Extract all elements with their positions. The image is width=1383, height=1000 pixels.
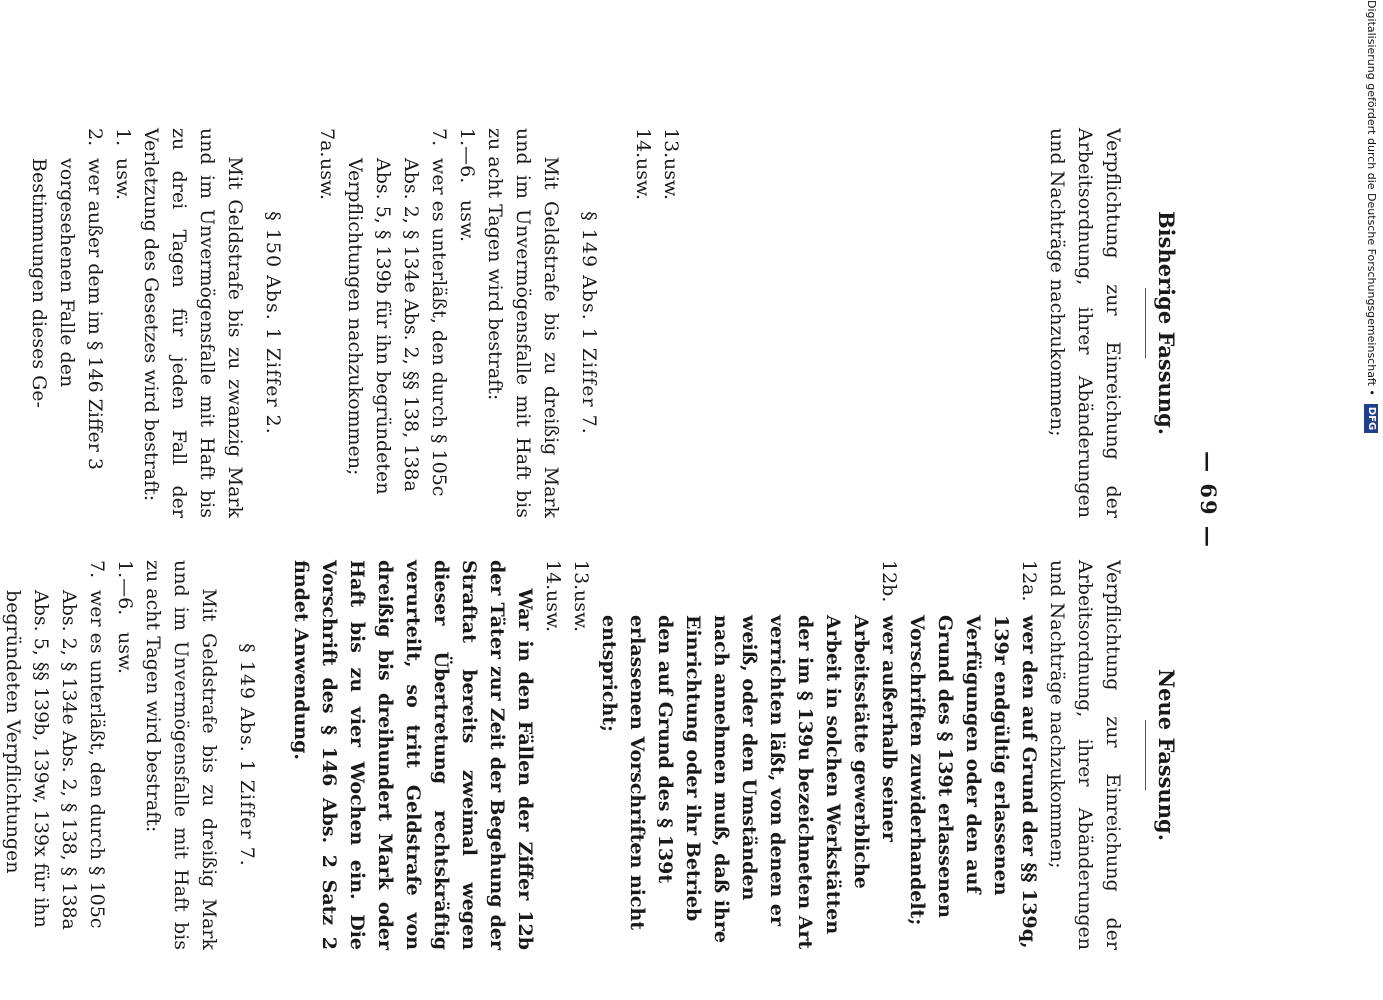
item-number: 1.—6.	[114, 560, 136, 616]
list-item-7	[0, 560, 111, 950]
item-number: 13.	[660, 128, 682, 159]
list-item-12a	[903, 560, 1043, 950]
penalty-paragraph: War in den Fällen der Ziffer 12b der Täter zur Zeit der Begehung der Straftat bereits zweimal wegen dieser Übertretung rechtskräftig verurteilt, so tritt Geldstrafe von dreißig bis dreihundert Mark oder Haft bis zu vier Wochen ein. Die Vorschrift des § 146 Abs. 2 Satz 2 findet Anwendung.	[290, 560, 536, 950]
section-title-149: § 149 Abs. 1 Ziffer 7.	[236, 643, 258, 867]
dfg-logo: DFG	[1364, 404, 1378, 433]
item-number: 1.	[112, 128, 134, 147]
section-title-149: § 149 Abs. 1 Ziffer 7.	[578, 211, 600, 435]
item-number: 13.	[570, 560, 592, 591]
list-item-1-6	[453, 128, 481, 518]
item-text: usw.	[570, 590, 592, 633]
list-item-2	[25, 128, 109, 518]
item-text: wer außerhalb seiner Arbeitsstätte gewerbliche Arbeit in solchen Werkstätten der im § 139u bezeichneten Art verrichten läßt, von denen er weiß, oder den Umständen nach annehmen muß, daß ihre Einrichtung oder ihr Betrieb den auf Grund des § 139t erlassenen Vorschriften nicht entspricht;	[598, 615, 900, 950]
list-item-1	[109, 128, 137, 518]
item-text: usw.	[114, 632, 136, 675]
blank-space	[685, 128, 1043, 518]
section-149-intro: Mit Geldstrafe bis zu dreißig Mark und im Unvermögensfalle mit Haft bis zu acht Tagen wird bestraft:	[484, 128, 562, 518]
intro-paragraph: Verpflichtung zur Einreichung der Arbeitsordnung, ihrer Abänderungen und Nachträge nachzukommen;	[1046, 128, 1124, 518]
item-text: usw.	[456, 200, 478, 243]
column-previous-version	[25, 128, 1180, 518]
heading-rule	[1145, 720, 1146, 790]
item-number: 7a.	[316, 128, 338, 158]
list-item-7a	[313, 128, 341, 518]
column-new-version	[0, 560, 1180, 950]
item-text: usw.	[112, 158, 134, 201]
section-title-150: § 150 Abs. 1 Ziffer 2.	[262, 211, 284, 435]
item-number: 1.—6.	[456, 128, 478, 184]
column-heading-previous: Bisherige Fassung.	[1154, 210, 1179, 436]
list-item-12b	[595, 560, 903, 950]
item-text: wer außer dem im § 146 Ziffer 3 vorgesehenen Falle den Bestimmungen dieses Ge-	[28, 158, 106, 470]
item-number: 7.	[86, 560, 108, 579]
item-number: 14.	[542, 560, 564, 591]
digitization-credit-text: Digitalisierung gefördert durch die Deutsche Forschungsgemeinschaft •	[1365, 0, 1378, 396]
item-text: usw.	[316, 158, 338, 201]
section-150-intro: Mit Geldstrafe bis zu zwanzig Mark und im Unvermögensfalle mit Haft bis zu drei Tagen für jeden Fall der Verletzung des Gesetzes wird bestraft:	[140, 128, 246, 518]
list-item-13	[657, 128, 685, 518]
item-number: 2.	[84, 128, 106, 147]
section-149-intro: Mit Geldstrafe bis zu dreißig Mark und im Unvermögensfalle mit Haft bis zu acht Tagen wird bestraft:	[142, 560, 220, 950]
list-item-13	[567, 560, 595, 950]
digitization-credit	[1361, 0, 1381, 1000]
item-text: wer es unterläßt, den durch § 105c Abs. 2, § 134e Abs. 2, §§ 138, 138a Abs. 5, § 139b für ihn begründeten Verpflichtungen nachzukommen;	[344, 158, 450, 497]
item-text: usw.	[542, 590, 564, 633]
list-item-1-6	[111, 560, 139, 950]
intro-paragraph: Verpflichtung zur Einreichung der Arbeitsordnung, ihrer Abänderungen und Nachträge nachzukommen;	[1046, 560, 1124, 950]
item-number: 12b.	[878, 560, 900, 603]
item-text: wer es unterläßt, den durch § 105c Abs. 2, § 134e Abs. 2, § 138, § 138a Abs. 5, §§ 139b, 139w, 139x für ihn begründeten Verpflichtungen	[2, 590, 108, 930]
list-item-14	[629, 128, 657, 518]
item-text: wer den auf Grund der §§ 139q, 139r endgültig erlassenen Verfügungen oder den auf Grund des § 139t erlassenen Vorschriften zuwiderhandelt;	[906, 615, 1040, 949]
item-number: 12a.	[1018, 560, 1040, 602]
list-item-7	[341, 128, 453, 518]
page-number: — 69 —	[1196, 451, 1221, 549]
digitization-credit-text-wrap	[1361, 0, 1381, 1000]
item-number: 7.	[428, 128, 450, 147]
item-text: usw.	[632, 158, 654, 201]
heading-rule	[1145, 288, 1146, 358]
item-number: 14.	[632, 128, 654, 159]
column-heading-new: Neue Fassung.	[1154, 668, 1179, 842]
list-item-14	[539, 560, 567, 950]
item-text: usw.	[660, 158, 682, 201]
